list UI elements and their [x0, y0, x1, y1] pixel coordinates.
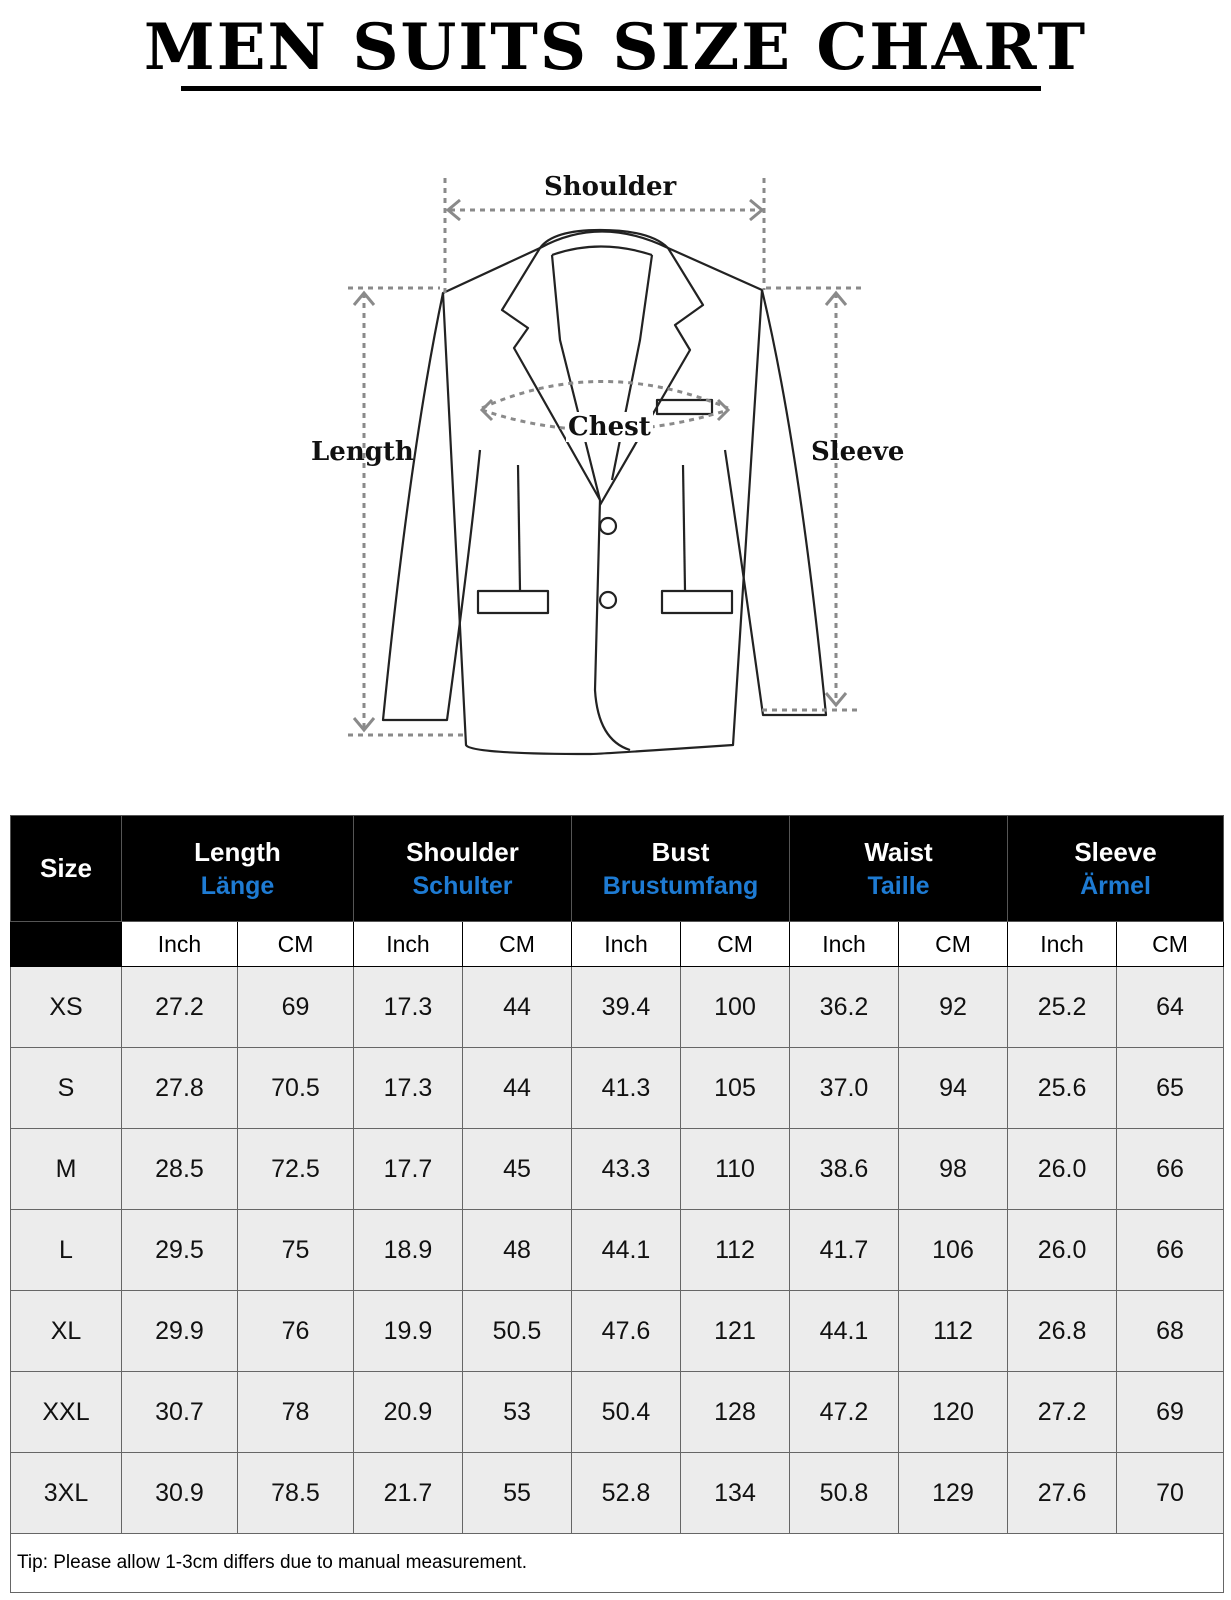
measurement-cell: 55: [463, 1453, 572, 1534]
measurement-cell: 105: [681, 1048, 790, 1129]
measurement-cell: 112: [681, 1210, 790, 1291]
measurement-cell: 44: [463, 967, 572, 1048]
group-name: Length: [194, 836, 281, 867]
measurement-cell: 27.2: [122, 967, 238, 1048]
table-row: [11, 1372, 1224, 1453]
measurement-cell: 41.7: [790, 1210, 899, 1291]
size-header: Size: [11, 816, 122, 922]
measurement-cell: 20.9: [354, 1372, 463, 1453]
measurement-cell: 19.9: [354, 1291, 463, 1372]
group-translation: Schulter: [412, 871, 513, 900]
measurement-cell: 94: [899, 1048, 1008, 1129]
table-row: [11, 1129, 1224, 1210]
measurement-cell: 44: [463, 1048, 572, 1129]
group-translation: Länge: [200, 871, 275, 900]
measurement-cell: 129: [899, 1453, 1008, 1534]
table-row: [11, 1291, 1224, 1372]
measurement-cell: 112: [899, 1291, 1008, 1372]
measurement-cell: 38.6: [790, 1129, 899, 1210]
title-underline: [181, 86, 1041, 91]
group-translation: Ärmel: [1080, 871, 1151, 900]
measurement-cell: 17.3: [354, 1048, 463, 1129]
length-label: Length: [311, 437, 414, 467]
measurement-cell: 66: [1117, 1129, 1224, 1210]
sleeve-label: Sleeve: [811, 437, 905, 467]
measurement-cell: 26.8: [1008, 1291, 1117, 1372]
group-name: Sleeve: [1074, 836, 1157, 867]
measurement-cell: 134: [681, 1453, 790, 1534]
measurement-cell: 76: [238, 1291, 354, 1372]
measurement-cell: 92: [899, 967, 1008, 1048]
measurement-cell: 29.9: [122, 1291, 238, 1372]
measurement-cell: 70: [1117, 1453, 1224, 1534]
measurement-cell: 45: [463, 1129, 572, 1210]
measurement-cell: 47.6: [572, 1291, 681, 1372]
measurement-cell: 120: [899, 1372, 1008, 1453]
table-row: [11, 967, 1224, 1048]
measurement-cell: 78.5: [238, 1453, 354, 1534]
unit-header: CM: [238, 922, 354, 967]
measurement-cell: 47.2: [790, 1372, 899, 1453]
size-cell: 3XL: [11, 1453, 122, 1534]
group-translation: Brustumfang: [602, 871, 759, 900]
measurement-cell: 100: [681, 967, 790, 1048]
group-header-shoulder: [354, 816, 572, 922]
measurement-cell: 128: [681, 1372, 790, 1453]
table-row: [11, 1048, 1224, 1129]
jacket-illustration: [0, 150, 1231, 770]
jacket-diagram: [0, 150, 1231, 770]
measurement-cell: 30.9: [122, 1453, 238, 1534]
measurement-cell: 70.5: [238, 1048, 354, 1129]
measurement-cell: 106: [899, 1210, 1008, 1291]
measurement-cell: 43.3: [572, 1129, 681, 1210]
measurement-cell: 98: [899, 1129, 1008, 1210]
size-cell: XL: [11, 1291, 122, 1372]
measurement-cell: 69: [238, 967, 354, 1048]
size-cell: L: [11, 1210, 122, 1291]
measurement-cell: 21.7: [354, 1453, 463, 1534]
unit-header: Inch: [572, 922, 681, 967]
group-name: Waist: [864, 836, 933, 867]
measurement-cell: 50.4: [572, 1372, 681, 1453]
unit-header: Inch: [122, 922, 238, 967]
group-header-bust: [572, 816, 790, 922]
measurement-cell: 27.8: [122, 1048, 238, 1129]
group-name: Shoulder: [406, 836, 519, 867]
measurement-cell: 78: [238, 1372, 354, 1453]
group-name: Bust: [651, 836, 710, 867]
measurement-cell: 29.5: [122, 1210, 238, 1291]
measurement-cell: 41.3: [572, 1048, 681, 1129]
size-cell: S: [11, 1048, 122, 1129]
size-cell: XXL: [11, 1372, 122, 1453]
measurement-cell: 68: [1117, 1291, 1224, 1372]
measurement-cell: 44.1: [572, 1210, 681, 1291]
unit-header: Inch: [354, 922, 463, 967]
table-row: [11, 1210, 1224, 1291]
group-header-sleeve: [1008, 816, 1224, 922]
unit-header: Inch: [1008, 922, 1117, 967]
measurement-cell: 44.1: [790, 1291, 899, 1372]
size-cell: XS: [11, 967, 122, 1048]
measurement-cell: 39.4: [572, 967, 681, 1048]
group-header-length: [122, 816, 354, 922]
measurement-cell: 66: [1117, 1210, 1224, 1291]
page-title: MEN SUITS SIZE CHART: [143, 10, 1088, 85]
group-translation: Taille: [867, 871, 930, 900]
measurement-cell: 25.6: [1008, 1048, 1117, 1129]
size-cell: M: [11, 1129, 122, 1210]
measurement-cell: 36.2: [790, 967, 899, 1048]
measurement-cell: 30.7: [122, 1372, 238, 1453]
measurement-cell: 72.5: [238, 1129, 354, 1210]
measurement-cell: 17.7: [354, 1129, 463, 1210]
measurement-cell: 37.0: [790, 1048, 899, 1129]
measurement-cell: 48: [463, 1210, 572, 1291]
table-row: [11, 1453, 1224, 1534]
measurement-cell: 50.5: [463, 1291, 572, 1372]
measurement-cell: 53: [463, 1372, 572, 1453]
measurement-cell: 26.0: [1008, 1129, 1117, 1210]
size-header-spacer: [11, 922, 122, 967]
measurement-cell: 65: [1117, 1048, 1224, 1129]
measurement-cell: 25.2: [1008, 967, 1117, 1048]
measurement-cell: 52.8: [572, 1453, 681, 1534]
measurement-cell: 50.8: [790, 1453, 899, 1534]
size-chart-table: [10, 815, 1223, 1593]
unit-header: CM: [1117, 922, 1224, 967]
measurement-cell: 110: [681, 1129, 790, 1210]
unit-header: Inch: [790, 922, 899, 967]
unit-header: CM: [463, 922, 572, 967]
unit-header: CM: [899, 922, 1008, 967]
measurement-cell: 18.9: [354, 1210, 463, 1291]
unit-header: CM: [681, 922, 790, 967]
measurement-cell: 27.2: [1008, 1372, 1117, 1453]
group-header-waist: [790, 816, 1008, 922]
measurement-cell: 75: [238, 1210, 354, 1291]
measurement-cell: 27.6: [1008, 1453, 1117, 1534]
measurement-cell: 17.3: [354, 967, 463, 1048]
measurement-cell: 28.5: [122, 1129, 238, 1210]
shoulder-label: Shoulder: [544, 172, 677, 202]
chest-label: Chest: [568, 412, 651, 442]
measurement-cell: 26.0: [1008, 1210, 1117, 1291]
measurement-cell: 64: [1117, 967, 1224, 1048]
measurement-cell: 69: [1117, 1372, 1224, 1453]
measurement-cell: 121: [681, 1291, 790, 1372]
tip-note: Tip: Please allow 1-3cm differs due to manual measurement.: [11, 1534, 1224, 1593]
